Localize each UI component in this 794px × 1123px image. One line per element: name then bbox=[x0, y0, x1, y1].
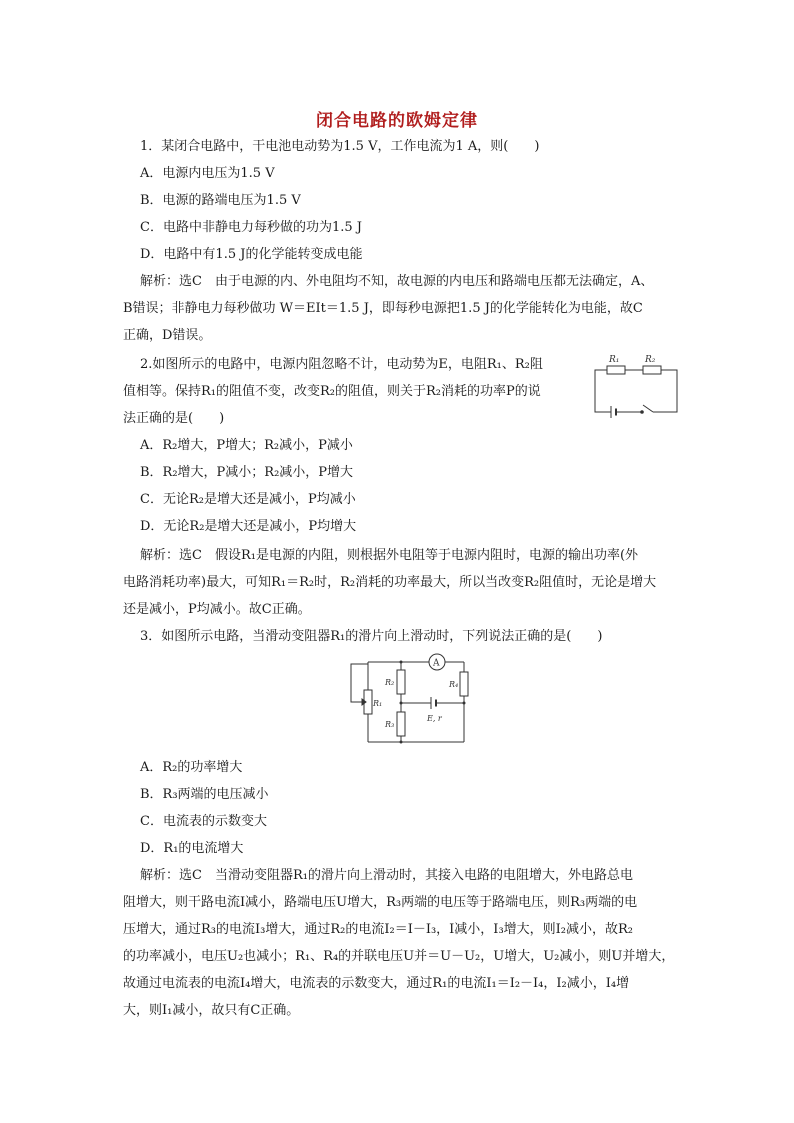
q3-label-r3: R₃ bbox=[385, 720, 395, 729]
q1-option-c: C．电路中非静电力每秒做的功为1.5 J bbox=[140, 220, 362, 235]
q3-analysis-line-2: 阻增大，则干路电流I减小，路端电压U增大，R₃两端的电压等于路端电压，则R₃两端的电 bbox=[123, 895, 638, 910]
q2-option-b: B．R₂增大，P减小；R₂减小，P增大 bbox=[140, 465, 354, 480]
q2-label-r1: R₁ bbox=[609, 355, 620, 365]
q3-resistor-r3 bbox=[397, 712, 405, 736]
q2-option-a: A．R₂增大，P增大；R₂减小，P减小 bbox=[140, 438, 353, 453]
q3-option-d: D．R₁的电流增大 bbox=[140, 841, 244, 856]
q1-analysis-line-2: B错误；非静电力每秒做功 W＝EIt＝1.5 J，即每秒电源把1.5 J的化学能转化为电能，故C bbox=[123, 301, 643, 316]
q2-option-c: C．无论R₂是增大还是减小，P均减小 bbox=[140, 492, 356, 507]
q3-analysis-line-4: 的功率减小，电压U₂也减小；R₁、R₄的并联电压U并＝U－U₂，U增大，U₂减小，则U并增大， bbox=[123, 949, 675, 964]
q2-label-r2: R₂ bbox=[645, 355, 656, 365]
q1-stem: 1．某闭合电路中，干电池电动势为1.5 V，工作电流为1 A，则( ) bbox=[140, 139, 540, 154]
q2-option-d: D．无论R₂是增大还是减小，P均增大 bbox=[140, 519, 357, 534]
q3-stem: 3．如图所示电路，当滑动变阻器R₁的滑片向上滑动时，下列说法正确的是( ) bbox=[140, 629, 603, 644]
q3-label-r1: R₁ bbox=[373, 699, 383, 708]
q2-resistor-r2 bbox=[643, 366, 661, 374]
q1-analysis-line-1: 解析：选C 由于电源的内、外电阻均不知，故电源的内电压和路端电压都无法确定，A、 bbox=[140, 274, 654, 289]
q2-analysis-line-2: 电路消耗功率)最大，可知R₁＝R₂时，R₂消耗的功率最大，所以当改变R₂阻值时，无论是增大 bbox=[123, 575, 657, 590]
q1-option-b: B．电源的路端电压为1.5 V bbox=[140, 193, 301, 208]
q3-resistor-r2 bbox=[397, 670, 405, 694]
q3-label-source: E, r bbox=[427, 714, 442, 723]
q2-analysis-line-3: 还是减小，P均减小。故C正确。 bbox=[123, 602, 311, 617]
q2-stem-line-1: 2.如图所示的电路中，电源内阻忽略不计，电动势为E，电阻R₁、R₂阻 bbox=[140, 357, 543, 372]
q2-stem-line-3: 法正确的是( ) bbox=[123, 411, 225, 426]
q2-stem-line-2: 值相等。保持R₁的阻值不变，改变R₂的阻值，则关于R₂消耗的功率P的说 bbox=[123, 384, 541, 399]
page-title: 闭合电路的欧姆定律 bbox=[316, 111, 478, 131]
q3-label-ammeter: A bbox=[433, 658, 440, 669]
q2-switch bbox=[643, 405, 653, 412]
q2-resistor-r1 bbox=[607, 366, 625, 374]
q3-label-r4: R₄ bbox=[449, 680, 459, 689]
q1-option-d: D．电路中有1.5 J的化学能转变成电能 bbox=[140, 247, 363, 262]
q3-circuit-diagram bbox=[345, 652, 495, 747]
q3-option-c: C．电流表的示数变大 bbox=[140, 814, 267, 829]
q3-analysis-line-3: 压增大，通过R₃的电流I₃增大，通过R₂的电流I₂＝I－I₃，I减小，I₃增大，则I₂减小，故R₂ bbox=[123, 922, 634, 937]
q3-analysis-line-1: 解析：选C 当滑动变阻器R₁的滑片向上滑动时，其接入电路的电阻增大，外电路总电 bbox=[140, 868, 633, 883]
q1-analysis-line-3: 正确，D错误。 bbox=[123, 328, 212, 343]
q3-analysis-line-5: 故通过电流表的电流I₄增大，电流表的示数变大，通过R₁的电流I₁＝I₂－I₄，I₂减小，I₄增 bbox=[123, 976, 630, 991]
q3-option-a: A．R₂的功率增大 bbox=[140, 760, 243, 775]
q1-option-a: A．电源内电压为1.5 V bbox=[140, 166, 275, 181]
q3-resistor-r4 bbox=[460, 672, 468, 696]
q3-label-r2: R₂ bbox=[385, 678, 395, 687]
q2-analysis-line-1: 解析：选C 假设R₁是电源的内阻，则根据外电阻等于电源内阻时，电源的输出功率(外 bbox=[140, 548, 639, 563]
q3-rheostat-slider bbox=[351, 664, 368, 702]
q3-option-b: B．R₃两端的电压减小 bbox=[140, 787, 269, 802]
q2-circuit-diagram bbox=[585, 350, 685, 422]
q3-analysis-line-6: 大，则I₁减小，故只有C正确。 bbox=[123, 1003, 300, 1018]
